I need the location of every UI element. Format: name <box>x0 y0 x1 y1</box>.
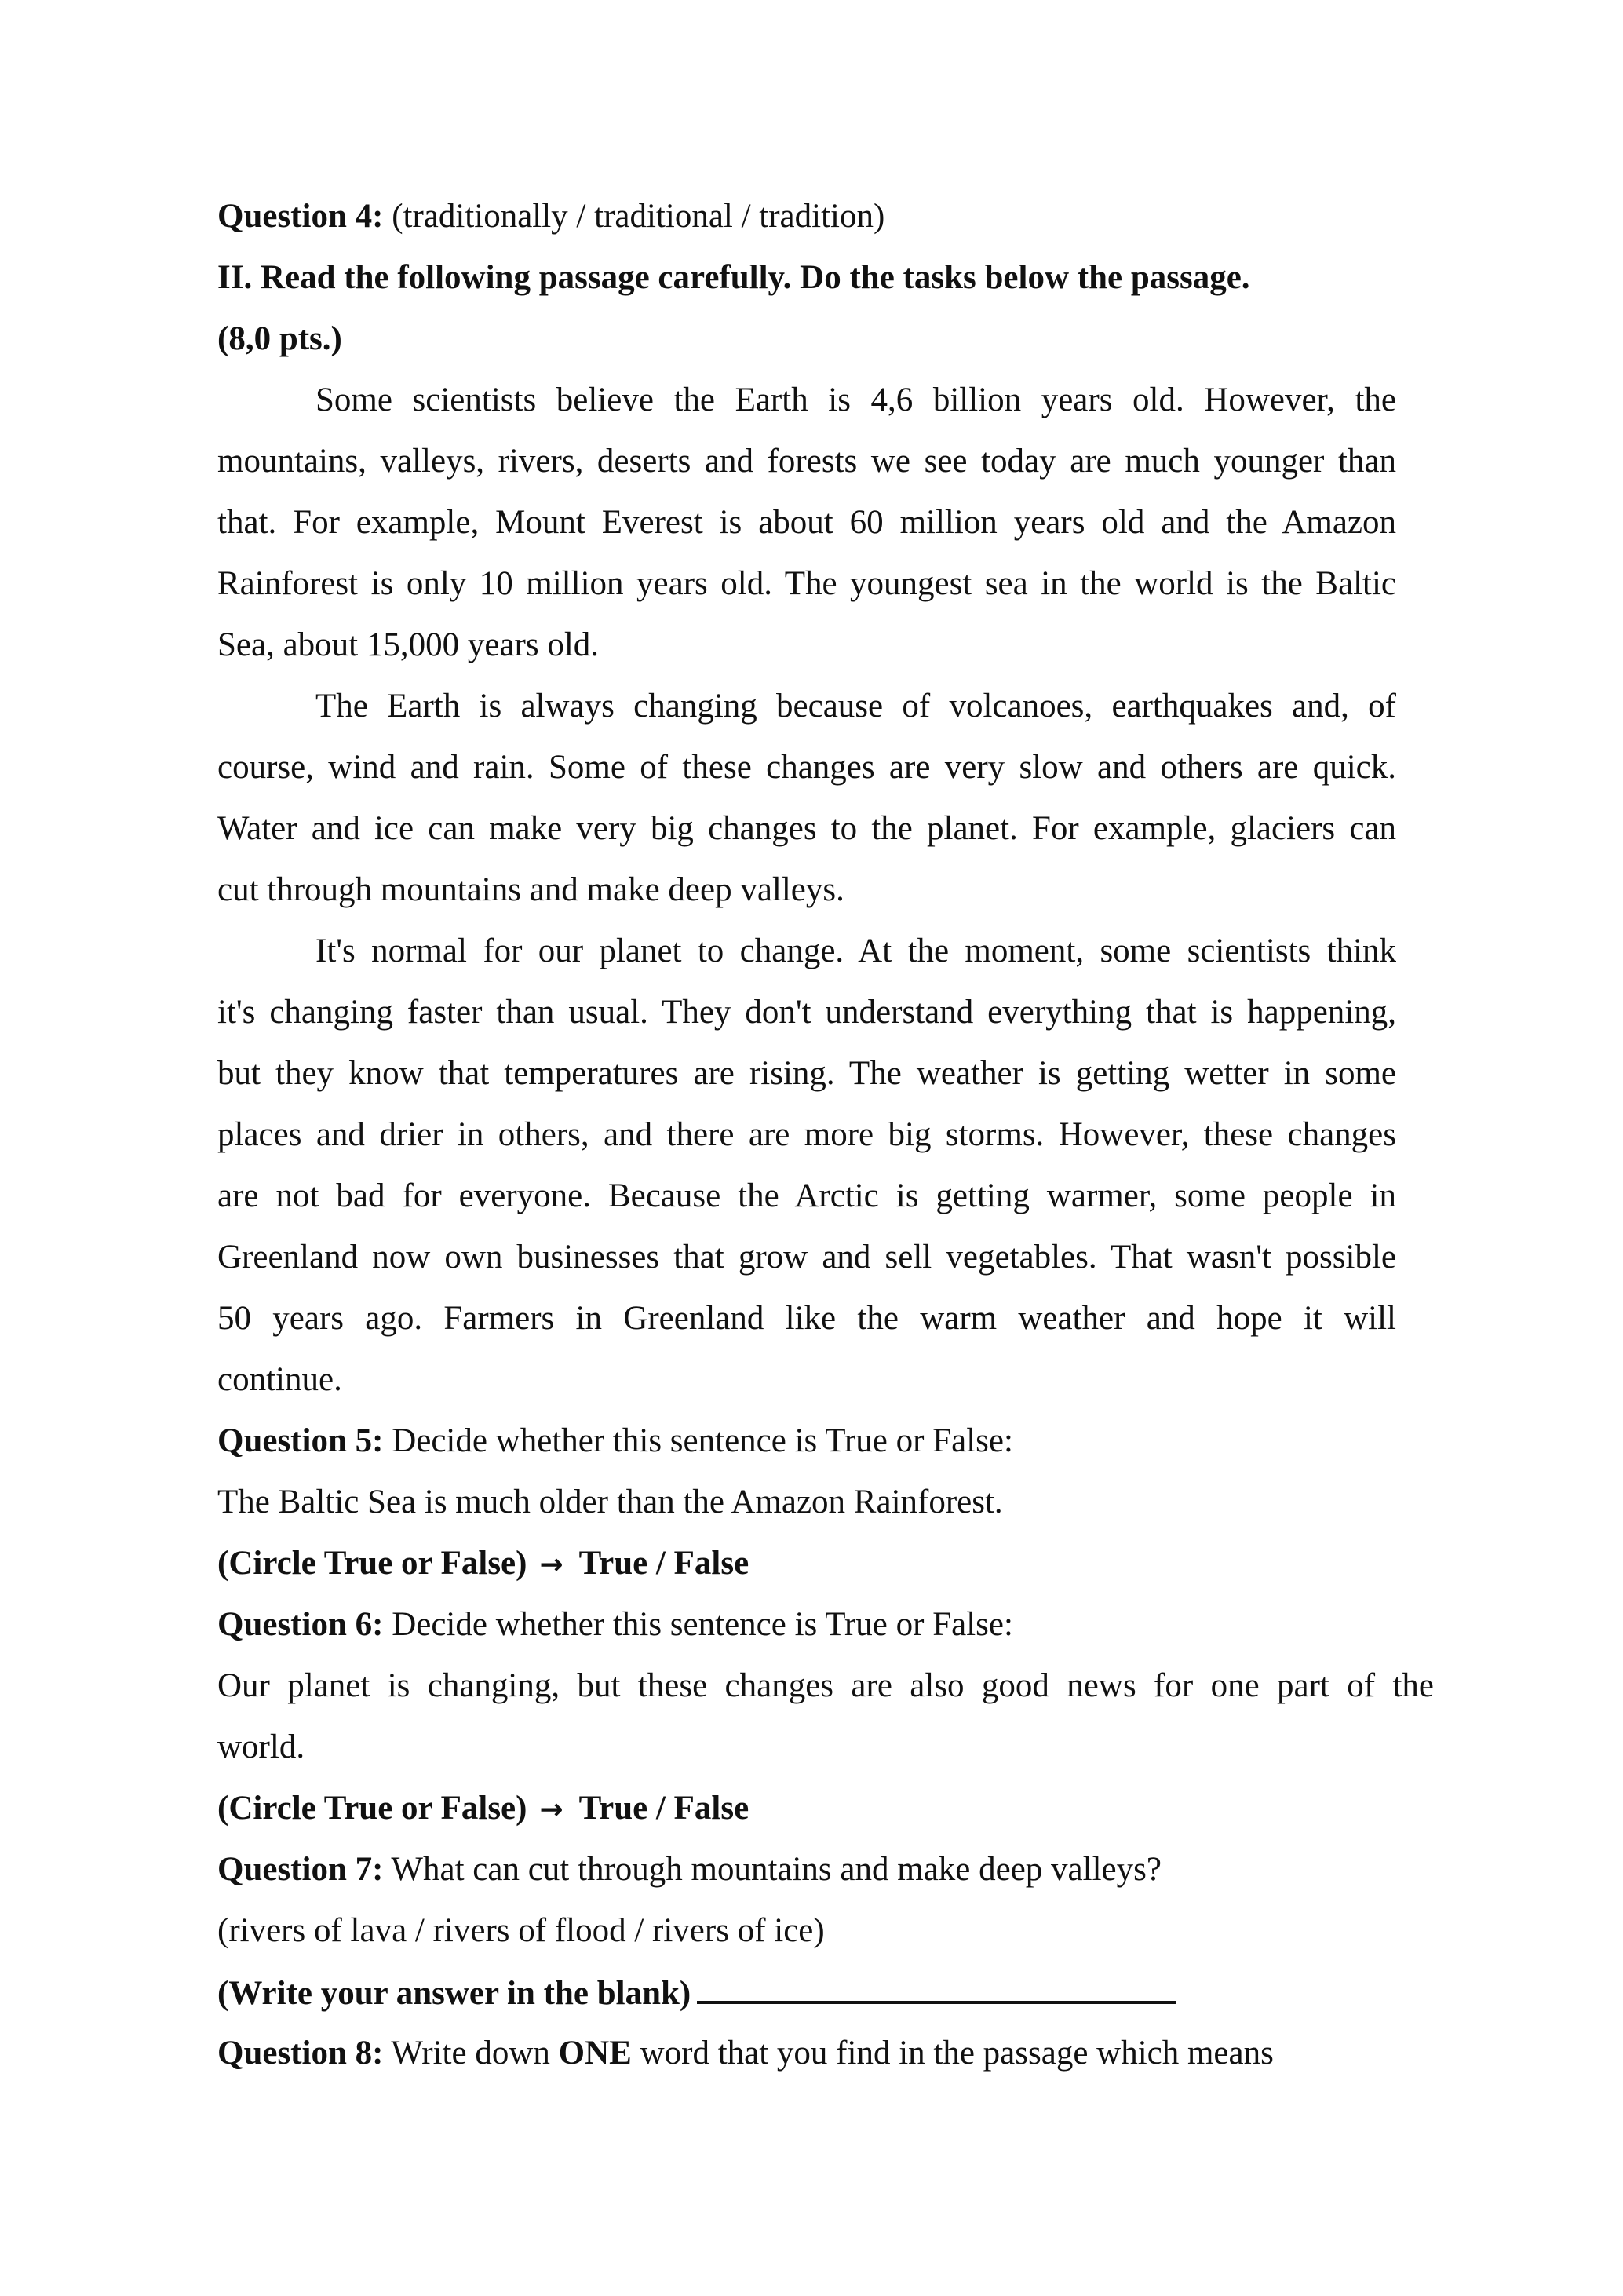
question-5-prompt: Decide whether this sentence is True or False: <box>392 1422 1013 1459</box>
passage-line: but they know that temperatures are rising. The weather is getting wetter in some <box>217 1055 1396 1092</box>
question-4-label: Question 4: <box>217 198 384 235</box>
passage-line: The Earth is always changing because of volcanoes, earthquakes and, of <box>315 688 1396 725</box>
question-6-true-false[interactable]: True / False <box>578 1790 749 1827</box>
question-5 <box>217 1422 1396 1461</box>
question-6 <box>217 1605 1396 1644</box>
passage-line: places and drier in others, and there are more big storms. However, these changes <box>217 1116 1396 1153</box>
question-5-true-false[interactable]: True / False <box>578 1545 749 1582</box>
arrow-right-icon: → <box>539 1549 563 1581</box>
passage-line: it's changing faster than usual. They don't understand everything that is happening, <box>217 994 1396 1031</box>
question-5-answer-row <box>217 1544 1396 1585</box>
question-7-prompt: What can cut through mountains and make deep valleys? <box>391 1851 1162 1888</box>
passage-line: continue. <box>217 1361 342 1398</box>
question-6-label: Question 6: <box>217 1606 384 1643</box>
section-2-heading: II. Read the following passage carefully. Do the tasks below the passage. <box>217 259 1250 296</box>
section-2-points: (8,0 pts.) <box>217 320 342 357</box>
question-7-label: Question 7: <box>217 1851 384 1888</box>
question-8-emphasis: ONE <box>558 2035 632 2072</box>
passage-line: Sea, about 15,000 years old. <box>217 626 600 663</box>
question-6-instruction: (Circle True or False) <box>217 1790 527 1827</box>
arrow-right-icon: → <box>539 1794 563 1826</box>
passage-line: course, wind and rain. Some of these changes are very slow and others are quick. <box>217 749 1396 786</box>
passage-line: Water and ice can make very big changes to the planet. For example, glaciers can <box>217 810 1396 847</box>
passage-line: Rainforest is only 10 million years old. The youngest sea in the world is the Baltic <box>217 565 1396 602</box>
passage-line: It's normal for our planet to change. At the moment, some scientists think <box>315 933 1396 969</box>
passage-line: Greenland now own businesses that grow and sell vegetables. That wasn't possible <box>217 1239 1396 1276</box>
question-8-prompt-end: word that you find in the passage which means <box>640 2035 1274 2072</box>
question-7 <box>217 1850 1396 1889</box>
question-6-statement: Our planet is changing, but these changes are also good news for one part of the <box>217 1667 1434 1704</box>
passage-line: cut through mountains and make deep valleys. <box>217 871 844 908</box>
question-5-instruction: (Circle True or False) <box>217 1545 527 1582</box>
passage-line: Some scientists believe the Earth is 4,6 billion years old. However, the <box>315 381 1396 418</box>
question-7-choices: (rivers of lava / rivers of flood / rivers of ice) <box>217 1912 825 1949</box>
question-6-statement-end: world. <box>217 1728 305 1765</box>
question-8-prompt-start: Write down <box>391 2035 550 2072</box>
question-5-label: Question 5: <box>217 1422 384 1459</box>
passage-line: mountains, valleys, rivers, deserts and forests we see today are much younger than <box>217 443 1396 480</box>
passage-line: that. For example, Mount Everest is about 60 million years old and the Amazon <box>217 504 1396 541</box>
question-6-prompt: Decide whether this sentence is True or False: <box>392 1606 1013 1643</box>
question-8-label: Question 8: <box>217 2035 384 2072</box>
passage-line: 50 years ago. Farmers in Greenland like the warm weather and hope it will <box>217 1300 1396 1337</box>
question-4 <box>217 197 1396 236</box>
question-8 <box>217 2034 1396 2073</box>
answer-blank[interactable] <box>697 1973 1176 2004</box>
question-7-instruction: (Write your answer in the blank) <box>217 1975 691 2012</box>
question-7-answer-row <box>217 1973 1396 2013</box>
question-5-statement: The Baltic Sea is much older than the Amazon Rainforest. <box>217 1484 1003 1520</box>
question-4-options: (traditionally / traditional / tradition) <box>392 198 885 235</box>
passage-line: are not bad for everyone. Because the Arctic is getting warmer, some people in <box>217 1177 1396 1214</box>
question-6-answer-row <box>217 1789 1396 1830</box>
